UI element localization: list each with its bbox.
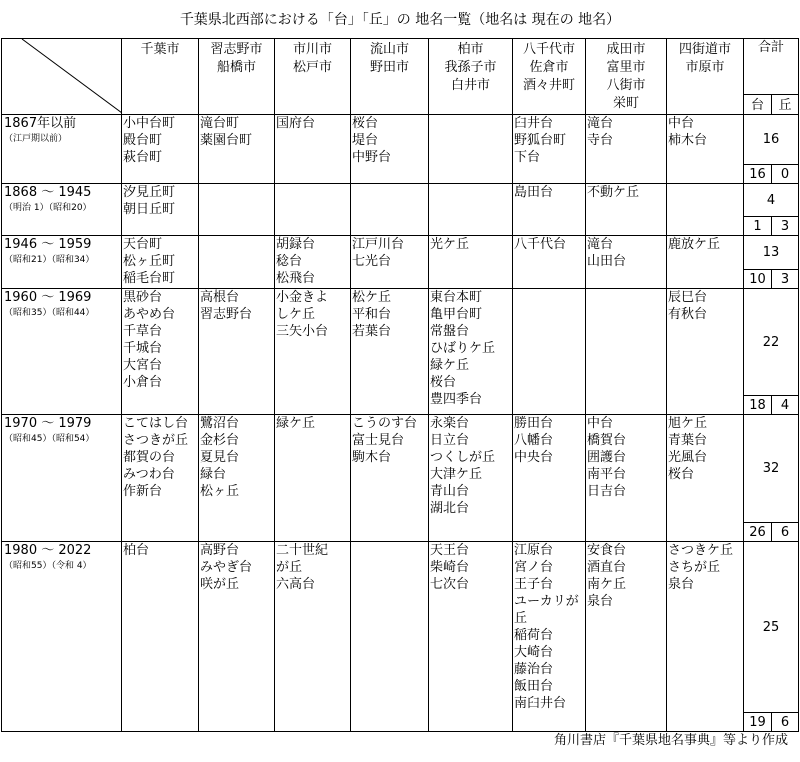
place-name: さつきケ丘 [668, 543, 734, 558]
place-name: 萩台町 [123, 150, 163, 165]
column-header-line: 八千代市 [522, 42, 575, 57]
place-cell [275, 115, 351, 184]
place-cell [586, 289, 667, 415]
column-header [351, 39, 429, 115]
place-name: 緑ケ丘 [430, 358, 470, 373]
place-name: 中野台 [352, 150, 392, 165]
place-name: 朝日丘町 [123, 202, 176, 217]
place-name: 平和台 [352, 307, 392, 322]
place-name: 松飛台 [276, 271, 316, 286]
oka-count: 0 [772, 165, 799, 184]
place-cell [275, 289, 351, 415]
place-name: 島田台 [514, 185, 554, 200]
oka-count: 6 [772, 523, 799, 542]
column-header-line: 白井市 [450, 78, 490, 93]
column-header [513, 39, 586, 115]
place-name: 大宮台 [123, 358, 163, 373]
place-cell [199, 289, 275, 415]
column-header-line: 柏市 [457, 42, 484, 57]
page-title: 千葉県北西部における「台」「丘」の 地名一覧（地名は 現在の 地名） [179, 12, 621, 28]
era-label: （明治 1）（昭和20） [4, 203, 92, 213]
place-name: 辰巳台 [668, 290, 708, 305]
place-name: 桜台 [430, 375, 457, 390]
place-name: 青葉台 [668, 433, 708, 448]
place-name: 小中台町 [123, 116, 176, 131]
place-name: 藤治台 [514, 662, 554, 677]
era-label: （昭和45）（昭和54） [4, 434, 95, 444]
place-name: 千城台 [123, 341, 163, 356]
dai-count: 16 [744, 165, 772, 184]
place-cell [586, 415, 667, 542]
place-cell [351, 115, 429, 184]
place-name: 富士見台 [352, 433, 405, 448]
place-name: 小金きよ [276, 290, 329, 305]
place-cell [667, 184, 744, 236]
place-name: 寺台 [587, 133, 614, 148]
place-name: 日吉台 [587, 484, 627, 499]
place-name: 習志野台 [200, 307, 253, 322]
column-header-line: 栄町 [612, 96, 639, 111]
place-name: 永楽台 [430, 416, 470, 431]
place-cell [429, 184, 513, 236]
diagonal-divider [2, 39, 122, 115]
place-name: 光ケ丘 [430, 237, 470, 252]
place-name: 柏台 [123, 543, 150, 558]
dai-count: 18 [744, 396, 772, 415]
period-total: 25 [744, 542, 799, 713]
dai-header: 台 [744, 95, 772, 115]
place-name: 江戸川台 [352, 237, 405, 252]
place-name: 酒直台 [587, 560, 627, 575]
place-name: 滝台町 [200, 116, 240, 131]
place-cell [429, 115, 513, 184]
place-cell [351, 236, 429, 289]
place-cell [199, 184, 275, 236]
column-header [275, 39, 351, 115]
place-cell [429, 415, 513, 542]
place-name: あやめ台 [123, 307, 176, 322]
place-cell [429, 542, 513, 732]
place-cell [513, 115, 586, 184]
place-name: 金杉台 [200, 433, 240, 448]
period-cell [2, 542, 122, 732]
place-name: 泉台 [668, 577, 695, 592]
place-name: 松ヶ丘町 [123, 254, 176, 269]
place-name: 囲護台 [587, 450, 627, 465]
place-name: 大津ケ丘 [430, 467, 483, 482]
column-header-line: 富里市 [606, 60, 646, 75]
place-cell [667, 236, 744, 289]
column-header-line: 船橋市 [216, 60, 256, 75]
place-cell [275, 542, 351, 732]
era-label: （昭和35）（昭和44） [4, 308, 95, 318]
column-header [667, 39, 744, 115]
place-name: 王子台 [514, 577, 554, 592]
era-label: （江戸期以前） [4, 134, 68, 144]
period-label: 1946 ～ 1959 [4, 237, 92, 252]
period-total: 32 [744, 415, 799, 523]
place-cell [586, 115, 667, 184]
period-label: 1867年以前 [4, 116, 77, 131]
place-name: 滝台 [587, 116, 614, 131]
place-cell [513, 415, 586, 542]
column-header-line: 市原市 [685, 60, 725, 75]
oka-count: 6 [772, 713, 799, 732]
place-cell [199, 115, 275, 184]
place-name: 千草台 [123, 324, 163, 339]
place-name: 中台 [587, 416, 614, 431]
place-name: 臼井台 [514, 116, 554, 131]
place-name: しケ丘 [276, 307, 316, 322]
place-name: 稲毛台町 [123, 271, 176, 286]
place-name: 大崎台 [514, 645, 554, 660]
dai-count: 10 [744, 270, 772, 289]
column-header [199, 39, 275, 115]
place-name: 亀甲台町 [430, 307, 483, 322]
place-cell [429, 289, 513, 415]
place-name: 汐見丘町 [123, 185, 176, 200]
period-total: 4 [744, 184, 799, 217]
place-name: 鷺沼台 [200, 416, 240, 431]
place-cell [586, 542, 667, 732]
place-name: 八幡台 [514, 433, 554, 448]
place-name: 江原台 [514, 543, 554, 558]
place-name: 宮ノ台 [514, 560, 554, 575]
column-header-line: 千葉市 [140, 42, 180, 57]
era-label: （昭和55）（令和 4） [4, 561, 92, 571]
place-name: さちが丘 [668, 560, 721, 575]
period-row [2, 289, 799, 396]
place-name: ひばりケ丘 [430, 341, 496, 356]
place-cell [275, 184, 351, 236]
place-name: 泉台 [587, 594, 614, 609]
place-name: 殿台町 [123, 133, 163, 148]
column-header-line: 松戸市 [292, 60, 332, 75]
place-name: ユーカリが [514, 594, 579, 609]
place-name: 胡録台 [276, 237, 316, 252]
place-name: 野狐台町 [514, 133, 567, 148]
place-cell [513, 184, 586, 236]
column-header-line: 野田市 [369, 60, 409, 75]
place-name: 駒木台 [352, 450, 392, 465]
place-cell [275, 415, 351, 542]
place-name: 安食台 [587, 543, 627, 558]
place-name: 滝台 [587, 237, 614, 252]
place-name: 不動ケ丘 [587, 185, 640, 200]
place-cell [122, 289, 199, 415]
period-cell [2, 115, 122, 184]
place-name: 高野台 [200, 543, 240, 558]
place-cell [429, 236, 513, 289]
place-name: 松ケ丘 [352, 290, 392, 305]
place-name: 七次台 [430, 577, 470, 592]
place-name: 七光台 [352, 254, 392, 269]
place-name: 都賀の台 [123, 450, 176, 465]
place-name: 夏見台 [200, 450, 240, 465]
column-header-line: 八街市 [606, 78, 646, 93]
place-name: 有秋台 [668, 307, 708, 322]
place-name: 湖北台 [430, 501, 470, 516]
column-header-line: 我孫子市 [444, 60, 497, 75]
period-row [2, 542, 799, 713]
place-cell [513, 289, 586, 415]
place-name: 六高台 [276, 577, 316, 592]
place-cell [122, 184, 199, 236]
place-name: 作新台 [123, 484, 163, 499]
dai-count: 26 [744, 523, 772, 542]
corner-cell [2, 39, 122, 115]
place-cell [122, 115, 199, 184]
period-cell [2, 415, 122, 542]
place-name: 南平台 [587, 467, 627, 482]
oka-count: 3 [772, 217, 799, 236]
place-name: 中央台 [514, 450, 554, 465]
place-cell [667, 115, 744, 184]
place-name: 豊四季台 [430, 392, 483, 407]
place-name: 松ヶ丘 [200, 484, 240, 499]
period-row [2, 415, 799, 523]
place-name: 橋賀台 [587, 433, 627, 448]
place-name: 飯田台 [514, 679, 554, 694]
place-name: こうのす台 [352, 416, 418, 431]
place-name: 二十世紀 [276, 543, 329, 558]
place-cell [122, 542, 199, 732]
place-cell [586, 184, 667, 236]
period-cell [2, 289, 122, 415]
oka-count: 3 [772, 270, 799, 289]
period-total: 16 [744, 115, 799, 165]
place-cell [275, 236, 351, 289]
column-header-line: 成田市 [606, 42, 646, 57]
period-label: 1970 ～ 1979 [4, 416, 92, 431]
column-header-line: 四街道市 [678, 42, 731, 57]
period-label: 1980 ～ 2022 [4, 543, 92, 558]
dai-count: 19 [744, 713, 772, 732]
place-name: 光風台 [668, 450, 708, 465]
column-header-line: 流山市 [369, 42, 409, 57]
place-name: みやぎ台 [200, 560, 253, 575]
place-name: 中台 [668, 116, 695, 131]
place-name: 東台本町 [430, 290, 483, 305]
period-row [2, 115, 799, 165]
place-name: 下台 [514, 150, 541, 165]
place-name: 小倉台 [123, 375, 163, 390]
source-note: 角川書店『千葉県地名事典』等より作成 [553, 733, 788, 748]
place-cell [199, 415, 275, 542]
place-name: 稔台 [276, 254, 303, 269]
place-name: 国府台 [276, 116, 316, 131]
period-cell [2, 184, 122, 236]
place-name: 若葉台 [352, 324, 392, 339]
place-name: 咲が丘 [200, 577, 240, 592]
period-total: 13 [744, 236, 799, 270]
column-header-line: 習志野市 [210, 42, 263, 57]
place-name: 南ケ丘 [587, 577, 627, 592]
place-name: 桜台 [668, 467, 695, 482]
place-name: 丘 [514, 611, 528, 626]
place-name: こてはし台 [123, 416, 189, 431]
place-cell [351, 184, 429, 236]
place-name: 高根台 [200, 290, 240, 305]
place-name: 八千代台 [514, 237, 567, 252]
place-name: 日立台 [430, 433, 470, 448]
place-cell [586, 236, 667, 289]
place-cell [667, 289, 744, 415]
place-cell [122, 415, 199, 542]
place-name: 柴崎台 [430, 560, 470, 575]
period-row [2, 236, 799, 270]
place-cell [667, 415, 744, 542]
period-label: 1960 ～ 1969 [4, 290, 92, 305]
column-header-line: 市川市 [292, 42, 332, 57]
place-cell [199, 542, 275, 732]
period-row [2, 184, 799, 217]
place-name: つくしが丘 [430, 450, 496, 465]
place-name: 勝田台 [514, 416, 554, 431]
place-cell [351, 415, 429, 542]
place-cell [513, 236, 586, 289]
place-name: 天王台 [430, 543, 470, 558]
place-name: 稲荷台 [514, 628, 554, 643]
period-label: 1868 ～ 1945 [4, 185, 92, 200]
period-cell [2, 236, 122, 289]
place-name: みつわ台 [123, 467, 175, 482]
place-name: 黒砂台 [123, 290, 163, 305]
column-header [429, 39, 513, 115]
column-header-line: 酒々井町 [522, 78, 575, 93]
oka-header: 丘 [772, 95, 799, 115]
place-cell [513, 542, 586, 732]
place-name: が丘 [276, 560, 303, 575]
place-name: 山田台 [587, 254, 627, 269]
total-header: 合計 [744, 39, 799, 95]
place-cell [199, 236, 275, 289]
place-name: 常盤台 [430, 324, 470, 339]
column-header [122, 39, 199, 115]
place-name: 桜台 [352, 116, 379, 131]
dai-count: 1 [744, 217, 772, 236]
place-name: 鹿放ケ丘 [668, 237, 721, 252]
place-name-table [1, 38, 799, 732]
place-cell [351, 542, 429, 732]
era-label: （昭和21）（昭和34） [4, 255, 95, 265]
place-cell [351, 289, 429, 415]
oka-count: 4 [772, 396, 799, 415]
column-header [586, 39, 667, 115]
place-name: 薬園台町 [200, 133, 253, 148]
place-name: 緑台 [200, 467, 227, 482]
place-name: 天台町 [123, 237, 163, 252]
period-total: 22 [744, 289, 799, 396]
place-cell [122, 236, 199, 289]
place-cell [667, 542, 744, 732]
header-row [2, 39, 799, 95]
place-name: 南臼井台 [514, 696, 567, 711]
place-name: 三矢小台 [276, 324, 329, 339]
column-header-line: 佐倉市 [529, 60, 569, 75]
place-name: 柿木台 [668, 133, 708, 148]
place-name: 緑ケ丘 [276, 416, 316, 431]
place-name: 旭ケ丘 [668, 416, 708, 431]
place-name: さつきが丘 [123, 433, 189, 448]
place-name: 青山台 [430, 484, 470, 499]
place-name: 堤台 [352, 133, 379, 148]
